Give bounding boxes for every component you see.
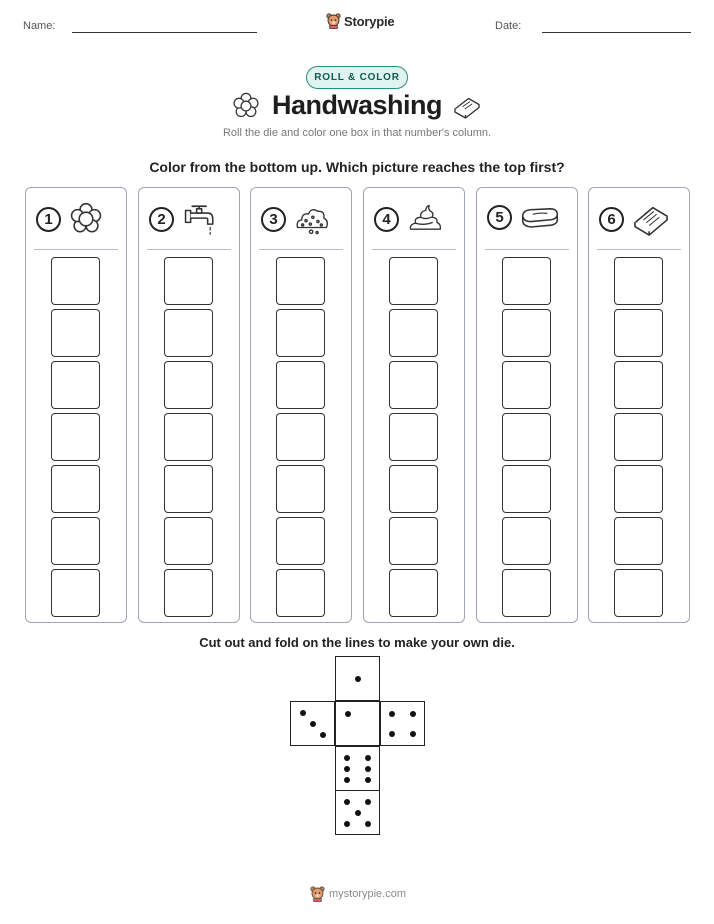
brand-name: Storypie [344, 13, 395, 29]
column-divider [597, 249, 681, 250]
color-box[interactable] [502, 361, 551, 409]
color-box[interactable] [502, 309, 551, 357]
color-box[interactable] [614, 361, 663, 409]
color-box[interactable] [614, 257, 663, 305]
subtitle: Roll the die and color one box in that number's column. [222, 127, 492, 139]
brand-logo [326, 13, 394, 29]
bear-mascot-icon [310, 886, 325, 902]
column-divider [372, 249, 456, 250]
color-box[interactable] [389, 309, 438, 357]
roll-column-6 [588, 187, 690, 623]
footer-url[interactable]: mystorypie.com [329, 888, 407, 900]
date-line[interactable] [542, 32, 691, 33]
color-box[interactable] [389, 257, 438, 305]
color-box[interactable] [51, 517, 100, 565]
roll-column-5 [476, 187, 578, 623]
roll-column-1 [25, 187, 127, 623]
column-number: 1 [36, 207, 61, 232]
column-divider [485, 249, 569, 250]
color-box[interactable] [389, 517, 438, 565]
color-box[interactable] [51, 257, 100, 305]
color-box[interactable] [164, 309, 213, 357]
column-number: 2 [149, 207, 174, 232]
color-box[interactable] [614, 413, 663, 461]
die-face-1 [335, 656, 380, 701]
color-box[interactable] [164, 257, 213, 305]
color-box[interactable] [614, 309, 663, 357]
soap-stack-icon [632, 202, 670, 236]
die-face-5 [335, 790, 380, 835]
color-box[interactable] [502, 257, 551, 305]
color-box[interactable] [164, 517, 213, 565]
color-box[interactable] [502, 413, 551, 461]
color-box[interactable] [276, 257, 325, 305]
color-box[interactable] [614, 465, 663, 513]
color-box[interactable] [276, 465, 325, 513]
color-box[interactable] [502, 569, 551, 617]
color-box[interactable] [276, 413, 325, 461]
color-box[interactable] [276, 309, 325, 357]
date-label: Date: [495, 20, 522, 32]
color-box[interactable] [51, 465, 100, 513]
color-box[interactable] [389, 465, 438, 513]
color-box[interactable] [502, 517, 551, 565]
soap-bar-icon [452, 92, 482, 120]
color-box[interactable] [164, 413, 213, 461]
die-face-4 [380, 701, 425, 746]
page-title: Handwashing [271, 90, 442, 120]
color-box[interactable] [164, 569, 213, 617]
die-face-1-center [335, 701, 380, 746]
name-line[interactable] [72, 32, 257, 33]
bear-mascot-icon [326, 13, 341, 29]
column-divider [147, 249, 231, 250]
soap-swirl-icon [407, 202, 443, 236]
color-box[interactable] [389, 569, 438, 617]
activity-badge: ROLL & COLOR [306, 66, 408, 89]
color-box[interactable] [502, 465, 551, 513]
column-number: 4 [374, 207, 399, 232]
name-label: Name: [23, 20, 56, 32]
color-box[interactable] [51, 361, 100, 409]
roll-column-4 [363, 187, 465, 623]
color-box[interactable] [614, 517, 663, 565]
color-box[interactable] [276, 361, 325, 409]
roll-column-2 [138, 187, 240, 623]
footer [310, 886, 406, 902]
color-box[interactable] [276, 517, 325, 565]
faucet-icon [182, 202, 218, 236]
color-box[interactable] [164, 361, 213, 409]
soap-bar-icon [520, 202, 560, 232]
die-face-6 [335, 746, 380, 791]
color-box[interactable] [614, 569, 663, 617]
die-face-3 [290, 701, 335, 746]
roll-column-3 [250, 187, 352, 623]
column-number: 5 [487, 205, 512, 230]
instruction-text: Color from the bottom up. Which picture reaches the top first? [149, 159, 565, 175]
column-divider [34, 249, 118, 250]
soap-foam-icon [294, 202, 330, 236]
color-box[interactable] [164, 465, 213, 513]
color-box[interactable] [51, 413, 100, 461]
color-box[interactable] [389, 413, 438, 461]
column-number: 3 [261, 207, 286, 232]
color-box[interactable] [51, 569, 100, 617]
color-box[interactable] [276, 569, 325, 617]
flower-soap-icon [69, 202, 103, 236]
column-divider [259, 249, 343, 250]
column-number: 6 [599, 207, 624, 232]
color-box[interactable] [51, 309, 100, 357]
color-box[interactable] [389, 361, 438, 409]
cut-instruction: Cut out and fold on the lines to make your own die. [199, 635, 515, 650]
